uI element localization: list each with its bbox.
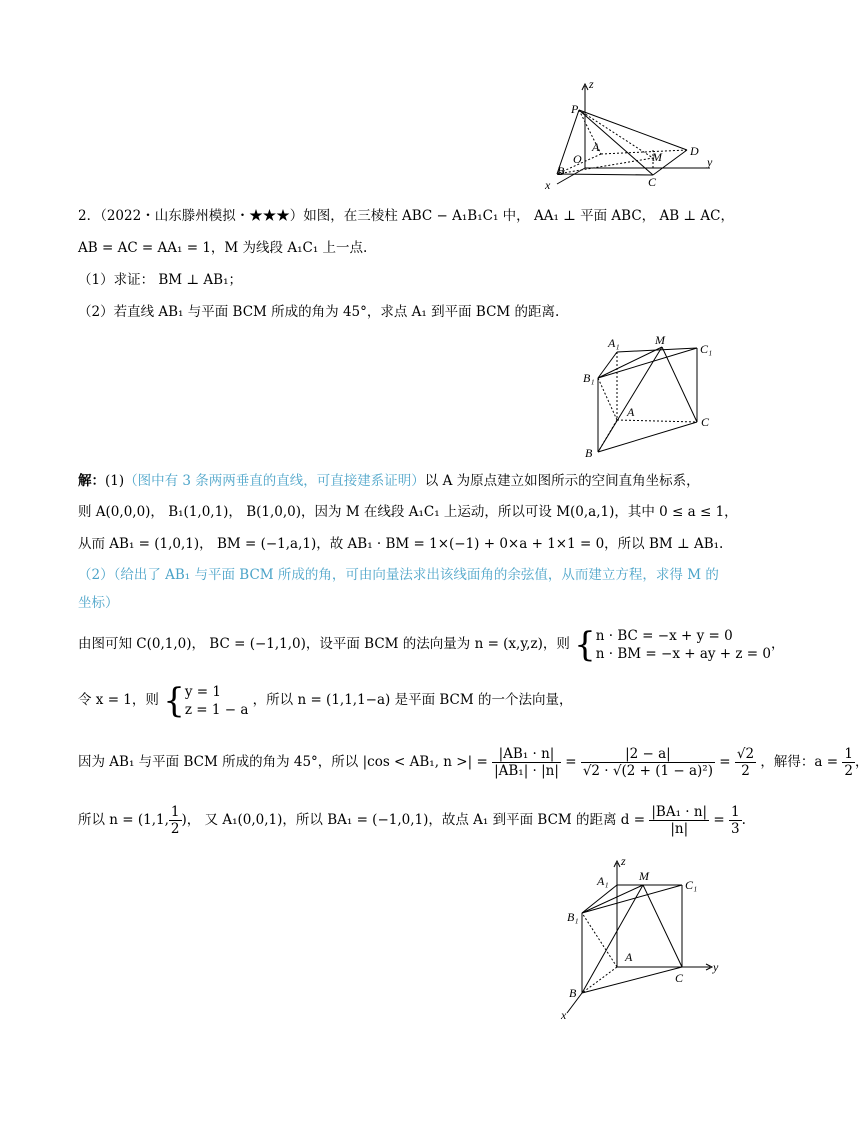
figure-prism-axes	[555, 855, 725, 1020]
part1-line2: 则 A(0,0,0)， B₁(1,0,1)， B(1,0,0)，因为 M 在线段 A₁C₁ 上运动，所以可设 M(0,a,1)，其中 0 ≤ a ≤ 1，	[78, 504, 738, 520]
equation-system-2	[185, 683, 249, 719]
fraction-a: $\frac{1}{2}$	[844, 746, 853, 779]
fig3-C1: C₁	[685, 878, 698, 892]
solution-label: 解：	[78, 473, 105, 489]
fig3-y: y	[713, 960, 719, 974]
equation-system-1	[596, 627, 771, 663]
fraction-distance: $\frac{\text{|BA₁ · n|}}{|n|}$	[651, 804, 708, 837]
fig1-D: D	[690, 144, 699, 158]
part2-line3a: 因为 AB₁ 与平面 BCM 所成的角为 45°，所以 |cos < AB₁, n >| =	[78, 754, 488, 770]
fig2-M: M	[655, 333, 665, 347]
part2-line4: 所以 n = (1,1, $\frac{1}{2}$ )， 又 A₁(0,0,1)，所以 BA₁ = (−1,0,1)，故点 A₁ 到平面 BCM 的距离 d = $\frac{\text{|BA₁ · n|}}{|n|}$ = $\frac{1}{3}$ .	[78, 804, 746, 837]
part2-line4a: 所以 n = (1,1,	[78, 812, 169, 828]
brace: {	[574, 624, 596, 665]
part2-hint-b: 坐标）	[78, 595, 119, 611]
question-1: （1）求证： BM ⊥ AB₁；	[78, 272, 242, 288]
part2-line1: 由图可知 C(0,1,0)， BC = (−1,1,0)，设平面 BCM 的法向量为 n = (x,y,z)，则 {n · BC = −x + y = 0 n · BM = −x + ay + z = 0，	[78, 624, 785, 665]
fig3-C: C	[675, 971, 684, 985]
fig1-C: C	[648, 175, 657, 189]
fraction-cos: $\frac{\text{|AB₁ · n|}}{\text{|AB₁| · |n|}}$	[494, 746, 559, 779]
fig2-C: C	[701, 415, 710, 429]
fig3-A1: A₁	[597, 874, 609, 888]
fig2-A: A	[627, 405, 635, 419]
part1-text: 以 A 为原点建立如图所示的空间直角坐标系，	[424, 473, 700, 489]
fig1-z: z	[589, 77, 594, 91]
problem-header: 2．（2022・山东滕州模拟・★★★）如图，在三棱柱 ABC − A₁B₁C₁ 中， AA₁ ⊥ 平面 ABC， AB ⊥ AC，	[78, 208, 734, 224]
fig3-B: B	[569, 986, 577, 1000]
fig1-B: B	[557, 164, 565, 178]
fig3-x: x	[561, 1008, 567, 1022]
fig1-y: y	[707, 155, 713, 169]
fig3-A: A	[625, 950, 633, 964]
fig1-A: A	[592, 140, 600, 154]
sys1-eq2: n · BM = −x + ay + z = 0	[595, 645, 771, 662]
part2-line2a: 令 x = 1，则	[78, 692, 159, 708]
part1-num: (1)	[105, 473, 125, 489]
fig1-P: P	[571, 102, 579, 116]
part2-line3b: ，解得：a =	[760, 754, 839, 770]
part2-line2	[78, 680, 573, 720]
fraction-third: $\frac{1}{3}$	[731, 804, 740, 837]
part2-line1-text: 由图可知 C(0,1,0)， BC = (−1,1,0)，设平面 BCM 的法向量为 n = (x,y,z)，则	[78, 636, 570, 652]
fig2-B: B	[585, 446, 593, 460]
sys2-eq2: z = 1 − a	[184, 701, 249, 718]
fig3-M: M	[639, 869, 649, 883]
figure-pyramid	[535, 78, 725, 193]
problem-line2: AB = AC = AA₁ = 1，M 为线段 A₁C₁ 上一点.	[78, 240, 368, 256]
fig2-A1: A₁	[608, 336, 620, 350]
figure-prism	[575, 330, 725, 460]
fig1-O: O	[573, 152, 582, 166]
part2-line4b: )， 又 A₁(0,0,1)，所以 BA₁ = (−1,0,1)，故点 A₁ 到平面 BCM 的距离 d =	[181, 812, 646, 828]
fig1-M: M	[652, 150, 662, 164]
solution-part1	[78, 472, 700, 490]
sys1-eq1: n · BC = −x + y = 0	[595, 627, 733, 644]
part2-line2b: ，所以 n = (1,1,1−a) 是平面 BCM 的一个法向量，	[252, 692, 573, 708]
brace: {	[163, 680, 185, 721]
fig3-B1: B₁	[567, 910, 579, 924]
sys2-eq1: y = 1	[184, 683, 221, 700]
fraction-half: $\frac{1}{2}$	[170, 804, 180, 837]
fig2-C1: C₁	[700, 342, 713, 356]
part1-line3: 从而 AB₁ = (1,0,1)， BM = (−1,a,1)，故 AB₁ · BM = 1×(−1) + 0×a + 1×1 = 0，所以 BM ⊥ AB₁.	[78, 536, 724, 552]
fig3-z: z	[621, 854, 626, 868]
part2-hint-a: （2）（给出了 AB₁ 与平面 BCM 所成的角，可由向量法求出该线面角的余弦值，从而建立方程，求得 M 的	[78, 567, 719, 583]
fig2-B1: B₁	[583, 371, 595, 385]
part1-hint: （图中有 3 条两两垂直的直线，可直接建系证明）	[124, 473, 425, 489]
fig1-x: x	[545, 178, 551, 192]
part2-line3: 因为 AB₁ 与平面 BCM 所成的角为 45°，所以 |cos < AB₁, n >| = $\frac{\text{|AB₁ · n|}}{\text{|AB₁| · |n|}}$ = $\frac{|2 - a|}{\text{√2 · √(2 + (1 − a)²)}}$ = $\frac{√2}{2}$ ，解得：a = $\frac{1}{2}$ ，	[78, 746, 868, 779]
fraction-sqrt2-over-2: $\frac{√2}{2}$	[736, 746, 755, 779]
fraction-value: $\frac{|2 - a|}{\text{√2 · √(2 + (1 − a)²)}}$	[582, 746, 713, 779]
question-2: （2）若直线 AB₁ 与平面 BCM 所成的角为 45°，求点 A₁ 到平面 BCM 的距离.	[78, 304, 560, 320]
